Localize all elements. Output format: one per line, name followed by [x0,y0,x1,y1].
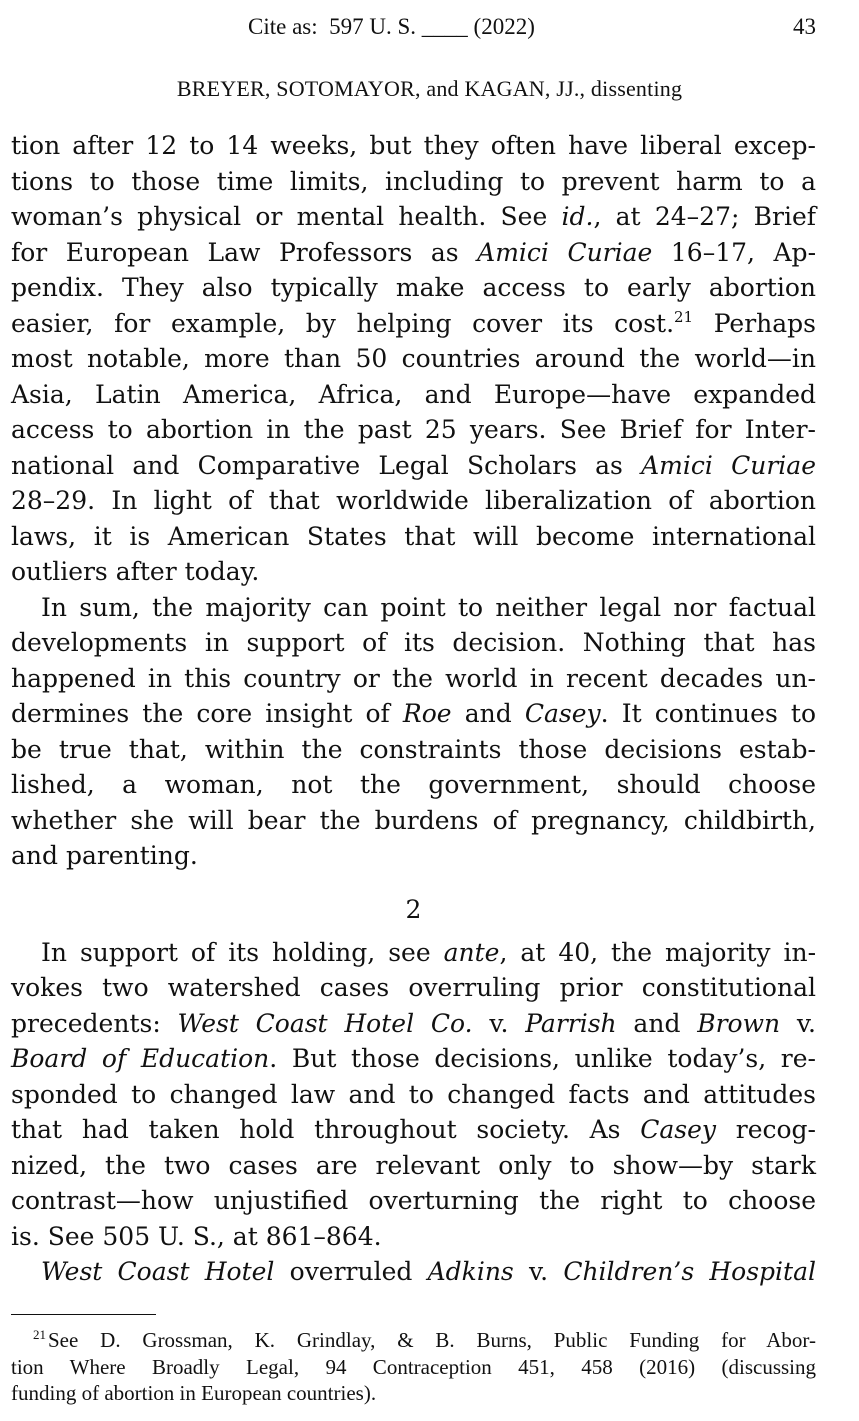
text-run: national and Comparative Legal Scholars as [11,450,642,480]
running-head-part: , and K [414,76,481,101]
text-run: and [451,699,525,728]
footnote-line: funding of abortion in European countries). [11,1381,377,1405]
text-line [11,1254,816,1290]
text-run: . But those decisions, unlike today’s, re- [269,1044,817,1073]
citation: Cite as: 597 U. S. ____ (2022) [248,14,535,39]
text-line: nized, the two cases are relevant only to show—by stark [11,1150,816,1180]
text-line: contrast—how unjustified overturning the right to choose [11,1186,816,1215]
text-line [11,448,816,484]
text-line: outliers after today. [11,557,260,586]
text-line: and parenting. [11,841,198,870]
italic-term: Amici Curiae [641,450,816,480]
text-line: developments in support of its decision. Nothing that has [11,628,816,657]
running-head [0,76,859,102]
text-line [11,235,816,271]
running-head-part: , JJ., dissenting [544,76,683,101]
citation-signal: id. [561,202,594,231]
footnote-reference[interactable]: 21 [674,307,694,326]
text-run: dermines the core insight of [11,699,403,728]
text-run: Perhaps [693,308,816,338]
text-run: that had taken hold throughout society. As [11,1115,641,1144]
footnote-line: tion Where Broadly Legal, 94 Contraception 451, 458 (2016) (discussing [11,1354,816,1379]
running-head-part: REYER [191,76,265,101]
running-head-part: , S [264,76,289,101]
text-line: is. See 505 U. S., at 861–864. [11,1221,382,1251]
text-line: vokes two watershed cases overruling prior constitutional [11,973,816,1002]
text-line [11,1112,816,1148]
text-run: , at 24–27; Brief [593,202,817,231]
footnote-marker: 21 [33,1327,46,1342]
page-number: 43 [793,14,816,39]
text-line: lished, a woman, not the government, should choose [11,770,816,799]
case-name: West Coast Hotel Co. [177,1008,473,1038]
text-line [11,306,816,342]
section-number: 2 [405,894,422,924]
text-line [11,199,816,235]
paragraph [11,1254,816,1290]
text-line: laws, it is American States that will become international [11,521,816,551]
citation-signal: ante [443,937,500,967]
case-name: Parrish [525,1008,617,1038]
text-line: 28–29. In light of that worldwide liberalization of abortion [11,486,816,515]
paragraph-continuation [11,128,816,590]
running-head-part: OTOMAYOR [288,76,415,101]
case-name: Adkins [427,1257,514,1286]
text-run: for European Law Professors as [11,237,478,267]
text-line [11,1006,816,1042]
page-header [0,12,859,42]
case-name: Roe [402,699,452,728]
text-run: 16–17, Ap- [652,237,817,267]
text-line: whether she will bear the burdens of pregnancy, childbirth, [11,805,816,835]
paragraph [11,935,816,1255]
case-name: Casey [524,699,601,728]
paragraph [11,590,816,874]
text-run: In support of its holding, see [41,937,444,967]
running-head-part: AGAN [480,76,545,101]
text-run: easier, for example, by helping cover its cost. [11,308,675,338]
case-name: West Coast Hotel [41,1257,275,1286]
text-run: . It continues to [600,699,816,728]
text-line: sponded to changed law and to changed facts and attitudes [11,1079,816,1109]
text-line: tion after 12 to 14 weeks, but they often have liberal excep- [11,131,816,160]
italic-term: Amici Curiae [477,237,653,267]
text-run: and [616,1008,698,1038]
text-line: Asia, Latin America, Africa, and Europe—have expanded [11,379,816,409]
text-line: happened in this country or the world in recent decades un- [11,663,816,693]
text-line: pendix. They also typically make access to early abortion [11,273,816,302]
text-run: See D. Grossman, K. Grindlay, & B. Burns, Public Funding for Abor- [48,1328,816,1352]
text-run: v. [513,1257,564,1286]
footnote [11,1327,816,1407]
case-name: Brown [697,1008,781,1038]
text-line: tions to those time limits, including to prevent harm to a [11,166,816,196]
text-line [11,935,816,971]
text-run: recog- [716,1115,816,1144]
case-name: Children’s Hospital [563,1257,817,1286]
running-head-part: B [176,76,192,101]
footnote-line [11,1327,816,1354]
text-run: v. [472,1008,526,1038]
text-line [11,696,816,732]
opinion-body [11,128,816,1290]
case-name: Board of Education [11,1044,270,1073]
text-run: , at 40, the majority in- [499,937,817,967]
text-run: woman’s physical or mental health. See [11,202,562,231]
text-run: v. [780,1008,816,1038]
case-name: Casey [640,1115,717,1144]
text-line: be true that, within the constraints those decisions estab- [11,734,816,764]
text-line: most notable, more than 50 countries around the world—in [11,344,816,373]
footnote-divider [11,1314,156,1315]
text-run: precedents: [11,1008,178,1038]
text-run: overruled [274,1257,428,1286]
text-line: In sum, the majority can point to neither legal nor factual [41,592,816,622]
text-line: access to abortion in the past 25 years. See Brief for Inter- [11,415,816,444]
text-line [11,1041,816,1077]
